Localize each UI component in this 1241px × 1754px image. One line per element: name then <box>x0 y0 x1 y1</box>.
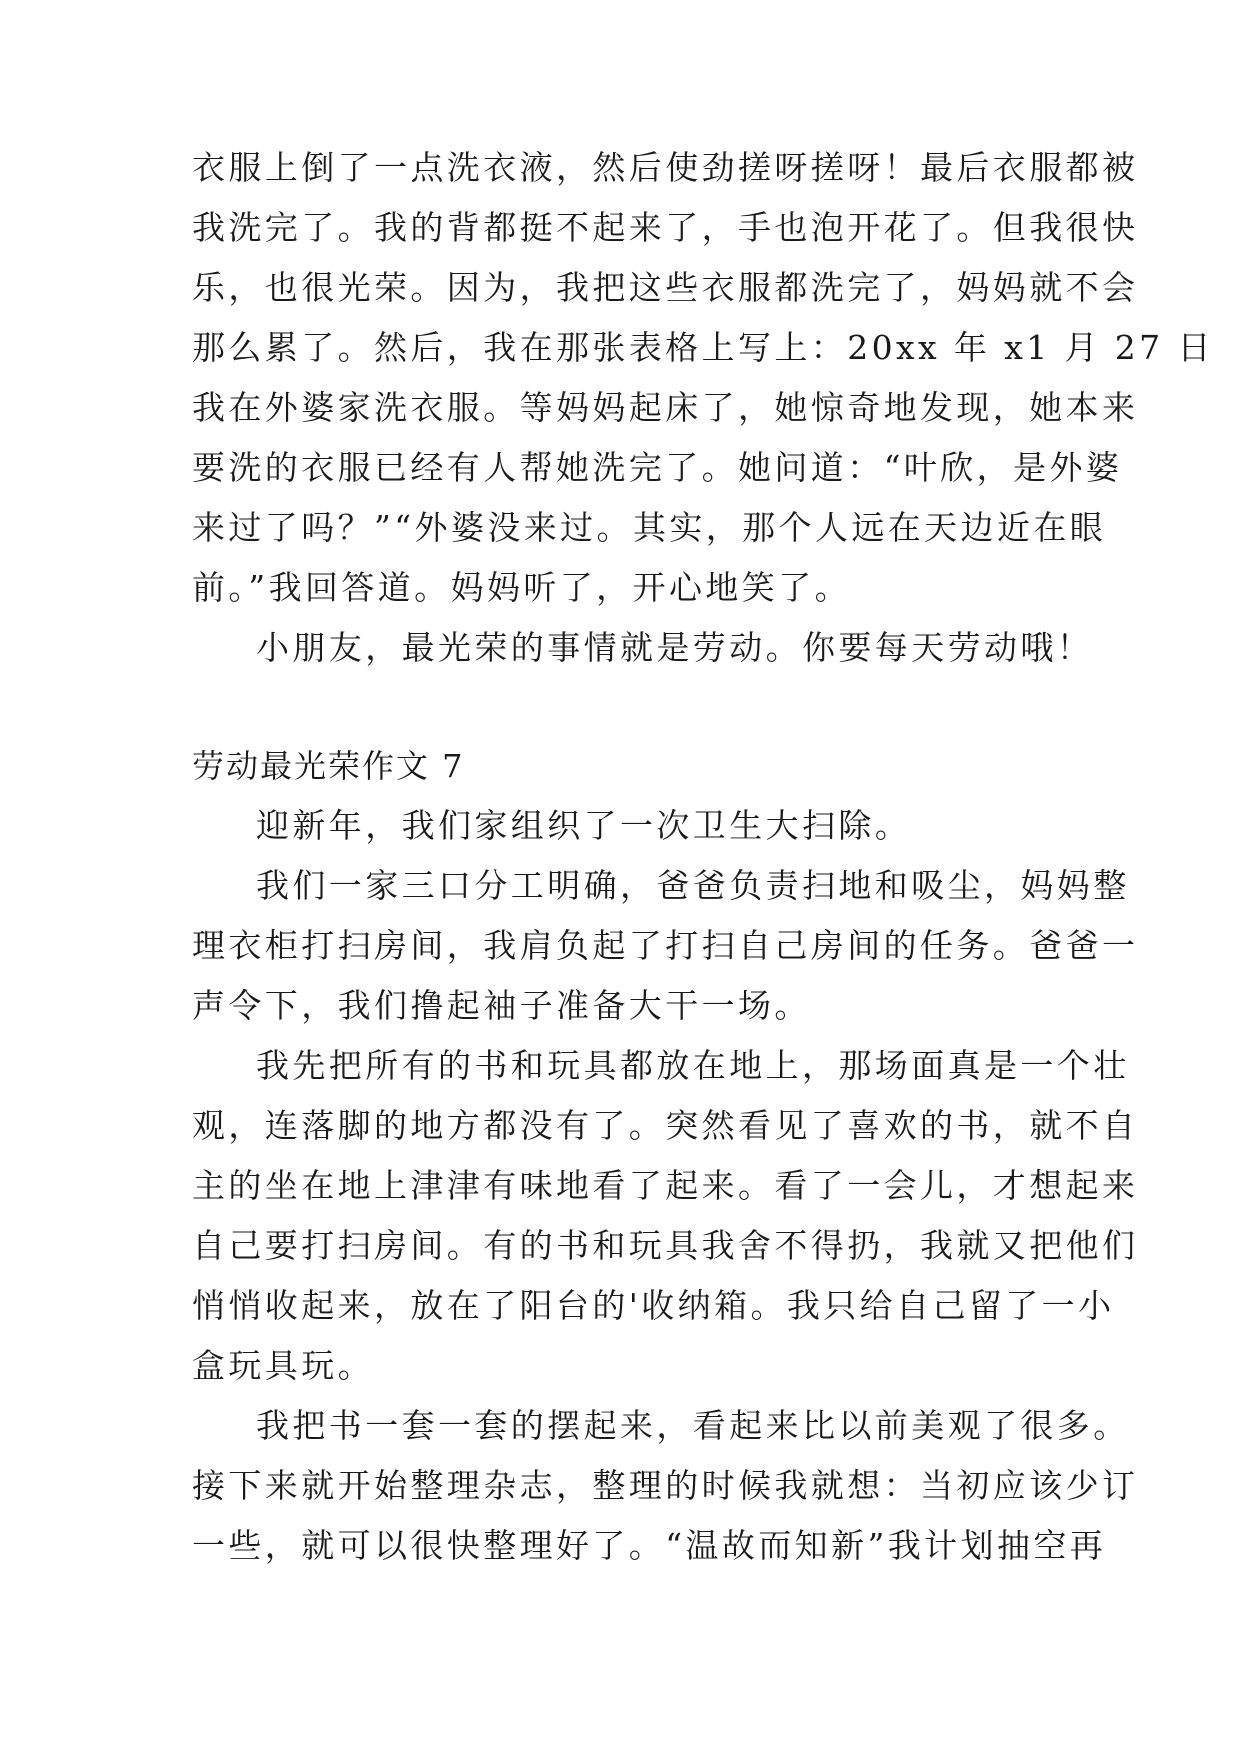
paragraph-line: 乐，也很光荣。因为，我把这些衣服都洗完了，妈妈就不会 <box>192 268 1139 307</box>
paragraph-line: 主的坐在地上津津有味地看了起来。看了一会儿，才想起来 <box>192 1166 1139 1205</box>
paragraph-line: 理衣柜打扫房间，我肩负起了打扫自己房间的任务。爸爸一 <box>192 926 1139 965</box>
paragraph-line: 衣服上倒了一点洗衣液，然后使劲搓呀搓呀！最后衣服都被 <box>192 148 1139 187</box>
paragraph-line: 盒玩具玩。 <box>192 1346 374 1385</box>
paragraph-line: 声令下，我们撸起袖子准备大干一场。 <box>192 986 811 1025</box>
paragraph-line: 我先把所有的书和玩具都放在地上，那场面真是一个壮 <box>256 1046 1130 1085</box>
paragraph-line: 前。”我回答道。妈妈听了，开心地笑了。 <box>192 568 851 607</box>
paragraph-line: 小朋友，最光荣的事情就是劳动。你要每天劳动哦！ <box>256 628 1094 667</box>
section-heading: 劳动最光荣作文 7 <box>192 747 465 785</box>
paragraph-line: 来过了吗？”“外婆没来过。其实，那个人远在天边近在眼 <box>192 508 1107 547</box>
paragraph-line: 我在外婆家洗衣服。等妈妈起床了，她惊奇地发现，她本来 <box>192 388 1139 427</box>
paragraph-line: 要洗的衣服已经有人帮她洗完了。她问道：“叶欣，是外婆 <box>192 448 1123 487</box>
paragraph-line: 我们一家三口分工明确，爸爸负责扫地和吸尘，妈妈整 <box>256 866 1130 905</box>
paragraph-line: 悄悄收起来，放在了阳台的'收纳箱。我只给自己留了一小 <box>192 1286 1115 1325</box>
paragraph-line: 接下来就开始整理杂志，整理的时候我就想：当初应该少订 <box>192 1466 1139 1505</box>
paragraph-line: 迎新年，我们家组织了一次卫生大扫除。 <box>256 806 912 845</box>
paragraph-line: 观，连落脚的地方都没有了。突然看见了喜欢的书，就不自 <box>192 1106 1139 1145</box>
paragraph-line: 我把书一套一套的摆起来，看起来比以前美观了很多。 <box>256 1406 1130 1445</box>
paragraph-line: 那么累了。然后，我在那张表格上写上：20xx 年 x1 月 27 日 <box>192 328 1214 367</box>
paragraph-line: 自己要打扫房间。有的书和玩具我舍不得扔，我就又把他们 <box>192 1226 1139 1265</box>
paragraph-line: 我洗完了。我的背都挺不起来了，手也泡开花了。但我很快 <box>192 208 1139 247</box>
paragraph-line: 一些，就可以很快整理好了。“温故而知新”我计划抽空再 <box>192 1526 1107 1565</box>
